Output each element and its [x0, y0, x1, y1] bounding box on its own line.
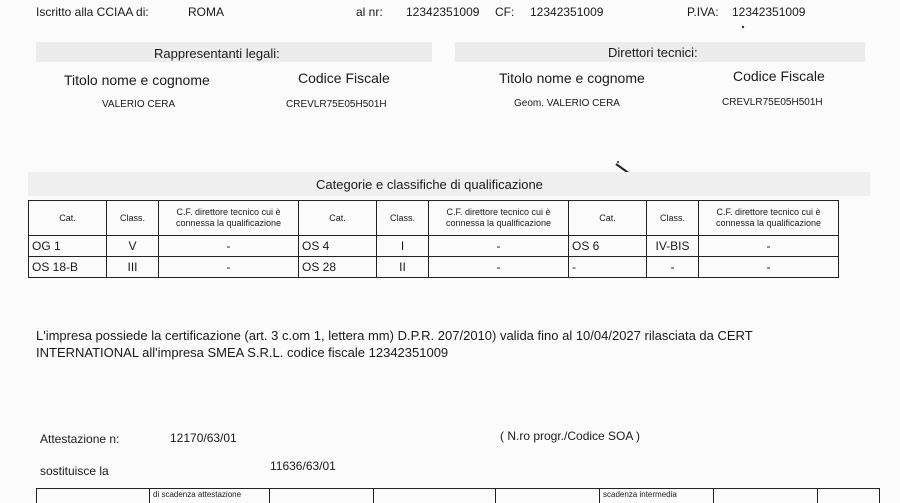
- header-cat: Cat.: [29, 201, 107, 236]
- expiry-col-label: di scadenza attestazione: [153, 490, 242, 499]
- cell-class: IV-BIS: [647, 236, 699, 257]
- cell-cf: -: [699, 236, 839, 257]
- cell-cat: OS 28: [299, 257, 377, 278]
- cell-cf: -: [159, 257, 299, 278]
- legal-col-cf: Codice Fiscale: [298, 70, 390, 86]
- scan-speck: [740, 24, 746, 30]
- cciaa-value: ROMA: [188, 5, 224, 19]
- cf-label: CF:: [495, 5, 515, 19]
- tech-col-cf: Codice Fiscale: [733, 68, 825, 84]
- header-cf-director: C.F. direttore tecnico cui è connessa la qualificazione: [429, 201, 569, 236]
- column-divider: [817, 489, 818, 503]
- header-cat: Cat.: [569, 201, 647, 236]
- cell-cat: OS 18-B: [29, 257, 107, 278]
- piva-label: P.IVA:: [687, 5, 719, 19]
- cf-value: 12342351009: [530, 5, 604, 19]
- table-row: [29, 257, 839, 278]
- tech-name: Geom. VALERIO CERA: [514, 98, 620, 109]
- cell-class: III: [107, 257, 159, 278]
- cell-class: V: [107, 236, 159, 257]
- cell-cf: -: [429, 236, 569, 257]
- column-divider: [495, 489, 496, 503]
- qualification-title: Categorie e classifiche di qualificazione: [316, 177, 543, 192]
- cell-class: I: [377, 236, 429, 257]
- legal-col-name: Titolo nome e cognome: [64, 72, 210, 88]
- cell-cat: OG 1: [29, 236, 107, 257]
- cell-class: II: [377, 257, 429, 278]
- column-divider: [149, 489, 150, 503]
- header-cf-director: C.F. direttore tecnico cui è connessa la qualificazione: [159, 201, 299, 236]
- header-class: Class.: [377, 201, 429, 236]
- table-row: [29, 236, 839, 257]
- qualification-header-row: [29, 201, 839, 236]
- cell-cat: OS 4: [299, 236, 377, 257]
- cell-cf: -: [429, 257, 569, 278]
- replaces-label: sostituisce la: [40, 464, 109, 478]
- column-divider: [599, 489, 600, 503]
- nr-value: 12342351009: [406, 5, 480, 19]
- attestation-value: 12170/63/01: [170, 431, 237, 445]
- cell-cat: -: [569, 257, 647, 278]
- attestation-note: ( N.ro progr./Codice SOA ): [500, 429, 641, 443]
- qualification-table: [28, 200, 839, 278]
- column-divider: [269, 489, 270, 503]
- legal-name: VALERIO CERA: [102, 99, 176, 110]
- tech-title: Direttori tecnici:: [608, 45, 698, 60]
- legal-title: Rappresentanti legali:: [154, 46, 280, 61]
- replaces-value: 11636/63/01: [270, 459, 336, 473]
- attestation-label: Attestazione n:: [40, 432, 120, 446]
- intermediate-col-label: scadenza intermedia: [603, 490, 677, 499]
- cciaa-label: Iscritto alla CCIAA di:: [36, 5, 149, 19]
- column-divider: [373, 489, 374, 503]
- cell-class: -: [647, 257, 699, 278]
- column-divider: [713, 489, 714, 503]
- piva-value: 12342351009: [732, 5, 806, 19]
- expiry-table: [36, 488, 880, 503]
- cell-cat: OS 6: [569, 236, 647, 257]
- header-class: Class.: [647, 201, 699, 236]
- header-cf-director: C.F. direttore tecnico cui è connessa la qualificazione: [699, 201, 839, 236]
- certification-line-2: INTERNATIONAL all'impresa SMEA S.R.L. codice fiscale 12342351009: [36, 345, 449, 360]
- cell-cf: -: [159, 236, 299, 257]
- certification-line-1: L'impresa possiede la certificazione (art. 3 c.om 1, lettera mm) D.P.R. 207/2010) valida fino al 10/04/2027 rilasciata da CERT: [36, 328, 753, 343]
- nr-label: al nr:: [356, 5, 383, 19]
- legal-cf: CREVLR75E05H501H: [286, 99, 387, 110]
- tech-col-name: Titolo nome e cognome: [499, 70, 645, 86]
- header-cat: Cat.: [299, 201, 377, 236]
- header-class: Class.: [107, 201, 159, 236]
- tech-cf: CREVLR75E05H501H: [722, 97, 823, 108]
- cell-cf: -: [699, 257, 839, 278]
